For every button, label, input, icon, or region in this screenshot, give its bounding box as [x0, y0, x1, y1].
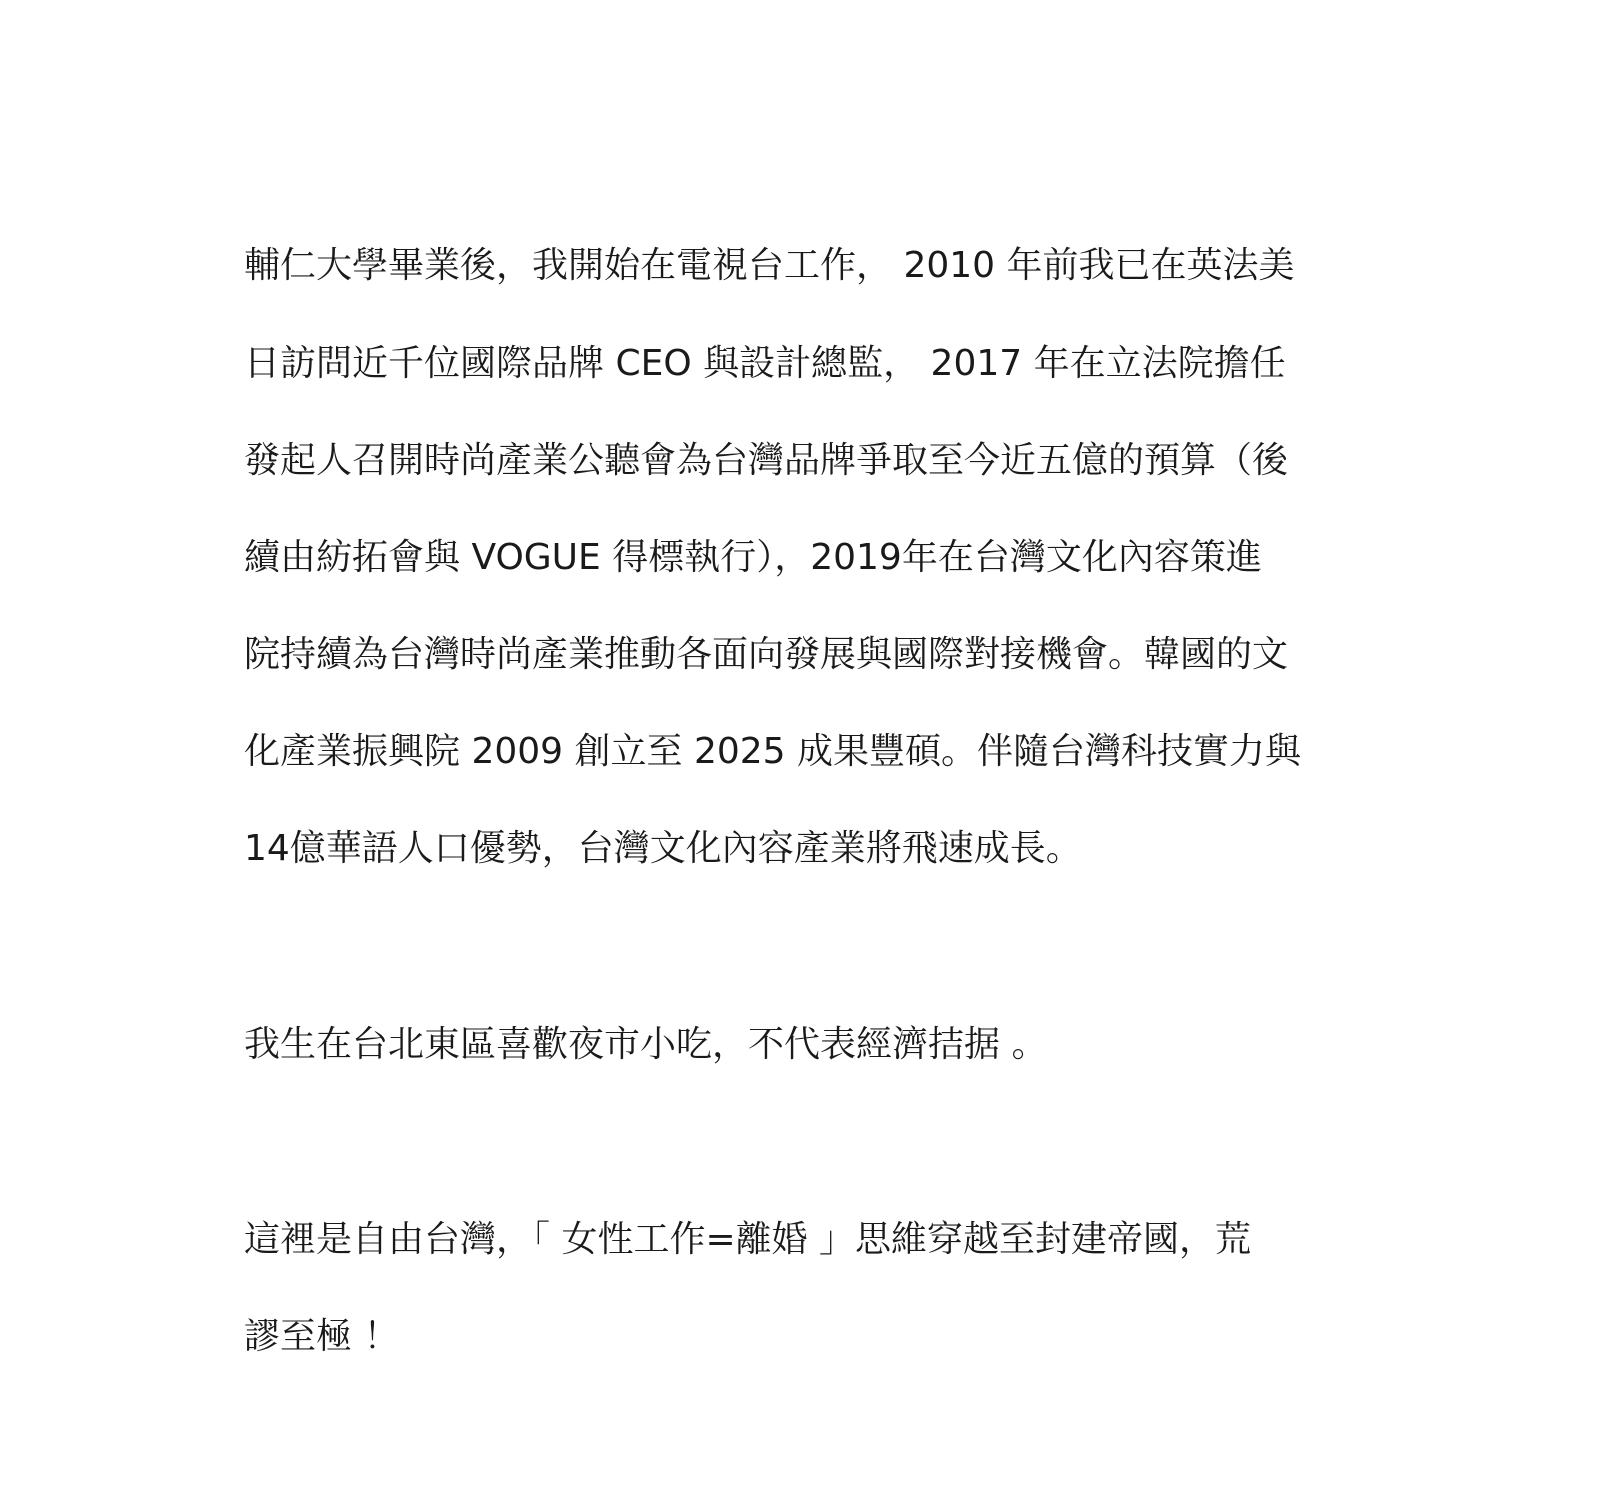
paragraph-1-line-4: 續由紡拓會與 VOGUE 得標執行），2019年在台灣文化內容策進 [244, 537, 1262, 578]
paragraph-1-line-7: 14億華語人口優勢，台灣文化內容產業將飛速成長。 [244, 828, 1082, 869]
paragraph-1-line-2: 日訪問近千位國際品牌 CEO 與設計總監， 2017 年在立法院擔任 [244, 343, 1286, 384]
paragraph-1-line-1: 輔仁大學畢業後，我開始在電視台工作， 2010 年前我已在英法美 [244, 245, 1295, 286]
paragraph-3-line-1: 這裡是自由台灣，「 女性工作=離婚 」思維穿越至封建帝國，荒 [244, 1219, 1252, 1260]
paragraph-2-line-1: 我生在台北東區喜歡夜市小吃，不代表經濟拮据 。 [244, 1024, 1048, 1065]
paragraph-3-line-2: 謬至極 ！ [244, 1316, 400, 1357]
paragraph-1-line-6: 化產業振興院 2009 創立至 2025 成果豐碩。伴隨台灣科技實力與 [244, 731, 1302, 772]
paragraph-1-line-5: 院持續為台灣時尚產業推動各面向發展與國際對接機會。韓國的文 [244, 634, 1289, 675]
paragraph-1-line-3: 發起人召開時尚產業公聽會為台灣品牌爭取至今近五億的預算（後 [244, 440, 1289, 481]
